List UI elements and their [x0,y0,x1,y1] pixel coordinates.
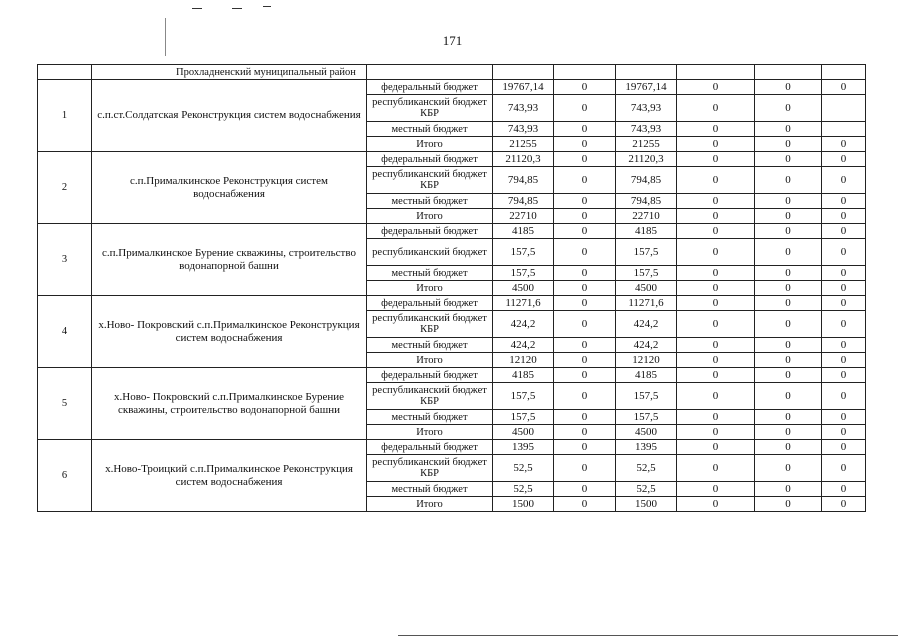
value-cell: 0 [822,152,866,167]
value-cell: 0 [755,410,822,425]
value-cell: 0 [677,383,755,410]
budget-source-label: федеральный бюджет [367,368,493,383]
region-header-row [38,65,866,80]
table-row [38,224,866,239]
value-cell [822,122,866,137]
value-cell: 11271,6 [616,296,677,311]
project-number: 5 [38,368,92,440]
project-title: с.п.ст.Солдатская Реконструкция систем водоснабжения [92,80,367,152]
value-cell: 0 [822,239,866,266]
value-cell: 0 [755,281,822,296]
value-cell: 0 [677,353,755,368]
value-cell: 12120 [493,353,554,368]
value-cell: 0 [755,296,822,311]
value-cell: 0 [554,281,616,296]
value-cell: 743,93 [616,122,677,137]
value-cell: 21120,3 [493,152,554,167]
value-cell: 794,85 [493,167,554,194]
value-cell: 0 [822,425,866,440]
value-cell: 0 [822,311,866,338]
budget-source-label: республиканский бюджет КБР [367,455,493,482]
scan-line [165,18,166,56]
value-cell: 0 [554,353,616,368]
value-cell: 12120 [616,353,677,368]
value-cell: 0 [554,80,616,95]
value-cell: 0 [677,152,755,167]
value-cell: 424,2 [616,311,677,338]
value-cell: 0 [755,353,822,368]
value-cell: 157,5 [493,239,554,266]
table-body [38,65,866,512]
value-cell: 794,85 [616,167,677,194]
value-cell: 794,85 [616,194,677,209]
table-row [38,296,866,311]
budget-source-label: местный бюджет [367,410,493,425]
value-cell: 0 [755,383,822,410]
value-cell: 52,5 [493,455,554,482]
budget-source-label: Итого [367,137,493,152]
budget-source-label: федеральный бюджет [367,152,493,167]
value-cell: 0 [755,209,822,224]
value-cell: 0 [677,239,755,266]
empty-cell [677,65,755,80]
value-cell: 0 [554,383,616,410]
table-row [38,152,866,167]
value-cell: 0 [677,209,755,224]
value-cell: 4185 [616,368,677,383]
budget-source-label: местный бюджет [367,122,493,137]
value-cell: 157,5 [616,410,677,425]
value-cell: 21120,3 [616,152,677,167]
value-cell: 0 [677,296,755,311]
value-cell: 0 [755,455,822,482]
value-cell: 0 [554,296,616,311]
value-cell: 0 [755,122,822,137]
budget-source-label: Итого [367,281,493,296]
value-cell: 0 [677,455,755,482]
value-cell: 4185 [616,224,677,239]
value-cell: 157,5 [616,239,677,266]
value-cell: 1500 [493,497,554,512]
value-cell: 157,5 [493,410,554,425]
value-cell: 0 [677,194,755,209]
scan-dash [398,635,898,636]
value-cell: 0 [755,497,822,512]
project-number: 3 [38,224,92,296]
empty-cell [493,65,554,80]
value-cell: 0 [822,338,866,353]
value-cell: 0 [755,137,822,152]
budget-source-label: местный бюджет [367,482,493,497]
empty-cell [38,65,92,80]
value-cell: 1395 [616,440,677,455]
value-cell: 0 [554,209,616,224]
region-header: Прохладненский муниципальный район [92,65,367,80]
value-cell: 0 [554,239,616,266]
value-cell: 0 [755,425,822,440]
value-cell: 0 [755,80,822,95]
value-cell: 0 [554,497,616,512]
value-cell: 0 [677,80,755,95]
value-cell: 0 [822,353,866,368]
budget-source-label: республиканский бюджет КБР [367,383,493,410]
project-title: х.Ново- Покровский с.п.Прималкинское Бурение скважины, строительство водонапорной башни [92,368,367,440]
empty-cell [554,65,616,80]
value-cell: 0 [554,167,616,194]
value-cell: 0 [822,194,866,209]
value-cell: 52,5 [616,455,677,482]
value-cell [822,95,866,122]
value-cell: 424,2 [616,338,677,353]
value-cell: 794,85 [493,194,554,209]
page-number: 171 [442,33,463,48]
value-cell: 743,93 [616,95,677,122]
project-number: 4 [38,296,92,368]
value-cell: 22710 [616,209,677,224]
value-cell: 0 [822,137,866,152]
value-cell: 0 [755,311,822,338]
budget-source-label: федеральный бюджет [367,80,493,95]
value-cell: 4185 [493,368,554,383]
value-cell: 0 [755,440,822,455]
project-title: с.п.Прималкинское Реконструкция систем водоснабжения [92,152,367,224]
budget-source-label: республиканский бюджет КБР [367,167,493,194]
value-cell: 424,2 [493,338,554,353]
value-cell: 0 [755,239,822,266]
value-cell: 0 [822,440,866,455]
value-cell: 1500 [616,497,677,512]
value-cell: 0 [822,209,866,224]
project-number: 6 [38,440,92,512]
value-cell: 0 [554,122,616,137]
budget-source-label: Итого [367,209,493,224]
budget-source-label: Итого [367,425,493,440]
value-cell: 4500 [616,425,677,440]
value-cell: 19767,14 [616,80,677,95]
value-cell: 0 [755,194,822,209]
value-cell: 0 [822,383,866,410]
empty-cell [367,65,493,80]
value-cell: 157,5 [493,266,554,281]
value-cell: 0 [677,167,755,194]
value-cell: 0 [554,338,616,353]
value-cell: 0 [822,281,866,296]
budget-source-label: федеральный бюджет [367,296,493,311]
project-number: 2 [38,152,92,224]
budget-source-label: местный бюджет [367,194,493,209]
value-cell: 0 [755,482,822,497]
project-title: х.Ново-Троицкий с.п.Прималкинское Реконструкция систем водоснабжения [92,440,367,512]
scan-dash [232,8,242,9]
empty-cell [616,65,677,80]
value-cell: 0 [677,281,755,296]
value-cell: 0 [822,266,866,281]
value-cell: 0 [755,152,822,167]
value-cell: 0 [554,266,616,281]
value-cell: 21255 [616,137,677,152]
value-cell: 0 [677,137,755,152]
budget-source-label: республиканский бюджет [367,239,493,266]
budget-source-label: местный бюджет [367,338,493,353]
budget-source-label: федеральный бюджет [367,440,493,455]
value-cell: 0 [822,455,866,482]
table-row [38,80,866,95]
value-cell: 0 [755,95,822,122]
value-cell: 0 [677,368,755,383]
value-cell: 22710 [493,209,554,224]
value-cell: 0 [677,122,755,137]
value-cell: 0 [677,482,755,497]
budget-source-label: Итого [367,497,493,512]
table-row [38,440,866,455]
value-cell: 0 [554,455,616,482]
value-cell: 0 [554,425,616,440]
value-cell: 424,2 [493,311,554,338]
value-cell: 0 [554,194,616,209]
value-cell: 4500 [616,281,677,296]
value-cell: 0 [554,224,616,239]
table-row [38,368,866,383]
value-cell: 0 [677,410,755,425]
budget-source-label: республиканский бюджет КБР [367,95,493,122]
value-cell: 11271,6 [493,296,554,311]
budget-source-label: республиканский бюджет КБР [367,311,493,338]
value-cell: 0 [554,482,616,497]
value-cell: 0 [755,338,822,353]
value-cell: 0 [677,266,755,281]
value-cell: 0 [554,440,616,455]
value-cell: 52,5 [616,482,677,497]
value-cell: 0 [677,338,755,353]
value-cell: 0 [677,224,755,239]
budget-source-label: Итого [367,353,493,368]
project-number: 1 [38,80,92,152]
budget-table [37,64,866,512]
value-cell: 0 [677,425,755,440]
project-title: с.п.Прималкинское Бурение скважины, строительство водонапорной башни [92,224,367,296]
scan-dash [263,6,271,7]
value-cell: 743,93 [493,122,554,137]
value-cell: 743,93 [493,95,554,122]
value-cell: 52,5 [493,482,554,497]
value-cell: 1395 [493,440,554,455]
value-cell: 0 [755,224,822,239]
value-cell: 0 [677,311,755,338]
value-cell: 0 [822,482,866,497]
value-cell: 0 [822,296,866,311]
value-cell: 0 [755,266,822,281]
value-cell: 0 [755,368,822,383]
value-cell: 0 [822,497,866,512]
project-title: х.Ново- Покровский с.п.Прималкинское Реконструкция систем водоснабжения [92,296,367,368]
value-cell: 0 [554,410,616,425]
value-cell: 157,5 [493,383,554,410]
value-cell: 21255 [493,137,554,152]
empty-cell [755,65,822,80]
scan-dash [192,8,202,9]
value-cell: 0 [677,95,755,122]
value-cell: 4500 [493,281,554,296]
value-cell: 0 [554,152,616,167]
value-cell: 0 [554,368,616,383]
value-cell: 0 [822,167,866,194]
budget-source-label: местный бюджет [367,266,493,281]
value-cell: 157,5 [616,266,677,281]
value-cell: 0 [822,224,866,239]
value-cell: 157,5 [616,383,677,410]
value-cell: 0 [554,137,616,152]
value-cell: 0 [677,440,755,455]
value-cell: 0 [554,95,616,122]
value-cell: 0 [822,368,866,383]
value-cell: 0 [677,497,755,512]
budget-source-label: федеральный бюджет [367,224,493,239]
value-cell: 0 [755,167,822,194]
value-cell: 0 [822,410,866,425]
value-cell: 4185 [493,224,554,239]
value-cell: 0 [554,311,616,338]
value-cell: 4500 [493,425,554,440]
empty-cell [822,65,866,80]
value-cell: 0 [822,80,866,95]
value-cell: 19767,14 [493,80,554,95]
